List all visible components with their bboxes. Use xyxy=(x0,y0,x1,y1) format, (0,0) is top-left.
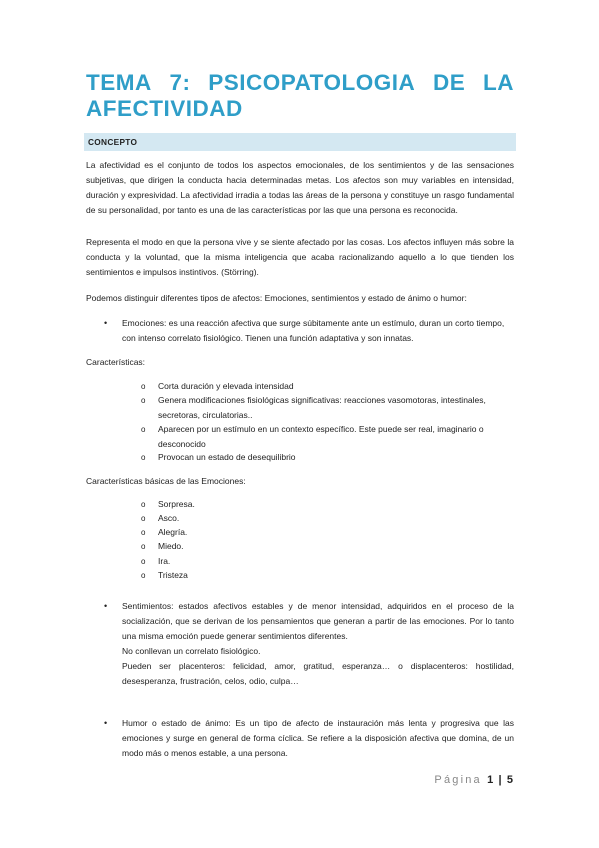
list-item: Provocan un estado de desequilibrio xyxy=(158,452,296,462)
sub-bullet-icon: o xyxy=(141,500,146,509)
list-item: Miedo. xyxy=(158,541,184,551)
bullet-icon: • xyxy=(104,601,108,611)
page-total: 5 xyxy=(506,774,513,786)
section-heading-bar xyxy=(84,133,516,151)
list-item: Asco. xyxy=(158,513,180,523)
basicas-label: Características básicas de las Emociones: xyxy=(86,476,246,486)
page-label: Página xyxy=(434,774,482,786)
paragraph-types: Podemos distinguir diferentes tipos de afectos: Emociones, sentimientos y estado de ánimo o humor: xyxy=(86,293,467,303)
sub-bullet-icon: o xyxy=(141,396,146,405)
page-separator: | xyxy=(498,774,502,786)
paragraph-definition: La afectividad es el conjunto de todos los aspectos emocionales, de los sentimientos y de las sensaciones subjetivas, que dirigen la conducta hacia determinadas metas. Los afectos son muy variables en intensidad, duración y expresividad. La afectividad irradia a todas las áreas de la persona y constituye un rasgo fundamental de su personalidad, por tanto es una de las características por las que una persona es reconocida. xyxy=(86,160,514,215)
title-line-2: AFECTIVIDAD xyxy=(86,96,243,121)
section-heading: CONCEPTO xyxy=(88,137,138,147)
list-item: Tristeza xyxy=(158,570,188,580)
sub-bullet-icon: o xyxy=(141,514,146,523)
sentimientos-note: No conllevan un correlato fisiológico. xyxy=(122,646,261,656)
sub-bullet-icon: o xyxy=(141,425,146,434)
list-item: Corta duración y elevada intensidad xyxy=(158,381,294,391)
title-line-1 xyxy=(86,70,514,96)
list-item: Sorpresa. xyxy=(158,499,195,509)
bullet-emociones: Emociones: es una reacción afectiva que surge súbitamente ante un estímulo, duran un corto tiempo, con intenso correlato fisiológico. Tienen una función adaptativa y son innatas. xyxy=(122,318,505,343)
sentimientos-examples: Pueden ser placenteros: felicidad, amor, gratitud, esperanza… o displacenteros: hostilidad, desesperanza, frustración, celos, odio, culpa… xyxy=(122,661,514,686)
sub-bullet-icon: o xyxy=(141,382,146,391)
sub-bullet-icon: o xyxy=(141,571,146,580)
title-word: DE xyxy=(433,70,466,95)
bullet-humor: Humor o estado de ánimo: Es un tipo de afecto de instauración más lenta y progresiva que las emociones y surge en general de forma cíclica. Se refiere a la disposición afectiva que domina, de un modo más o menos estable, a una persona. xyxy=(122,718,514,758)
sub-bullet-icon: o xyxy=(141,528,146,537)
page-current: 1 xyxy=(487,774,494,786)
caracteristicas-label: Características: xyxy=(86,357,146,367)
document-title xyxy=(86,70,514,122)
list-item: Aparecen por un estímulo en un contexto específico. Este puede ser real, imaginario o desconocido xyxy=(158,424,484,449)
title-word: TEMA xyxy=(86,70,152,95)
sub-bullet-icon: o xyxy=(141,557,146,566)
list-item: Genera modificaciones fisiológicas significativas: reacciones vasomotoras, intestinales, secretoras, circulatorias.. xyxy=(158,395,486,420)
bullet-icon: • xyxy=(104,718,108,728)
sub-bullet-icon: o xyxy=(141,453,146,462)
page-number xyxy=(434,774,513,786)
bullet-icon: • xyxy=(104,318,108,328)
paragraph-representation: Representa el modo en que la persona vive y se siente afectado por las cosas. Los afectos influyen más sobre la conducta y la voluntad, que la misma inteligencia que acaba racionalizando aquello a lo que tienden los sentimientos e impulsos instintivos. (Störring). xyxy=(86,237,514,277)
bullet-sentimientos xyxy=(122,599,514,689)
sub-bullet-icon: o xyxy=(141,542,146,551)
title-word: 7: xyxy=(169,70,191,95)
list-item: Ira. xyxy=(158,556,171,566)
title-word: PSICOPATOLOGIA xyxy=(208,70,416,95)
list-item: Alegría. xyxy=(158,527,188,537)
sentimientos-definition: Sentimientos: estados afectivos estables y de menor intensidad, adquiridos en el proceso de la socialización, que se derivan de los pensamientos que generan a partir de las emociones. Por lo tanto una misma emoción puede generar sentimientos diferentes. xyxy=(122,601,514,641)
title-word: LA xyxy=(483,70,514,95)
